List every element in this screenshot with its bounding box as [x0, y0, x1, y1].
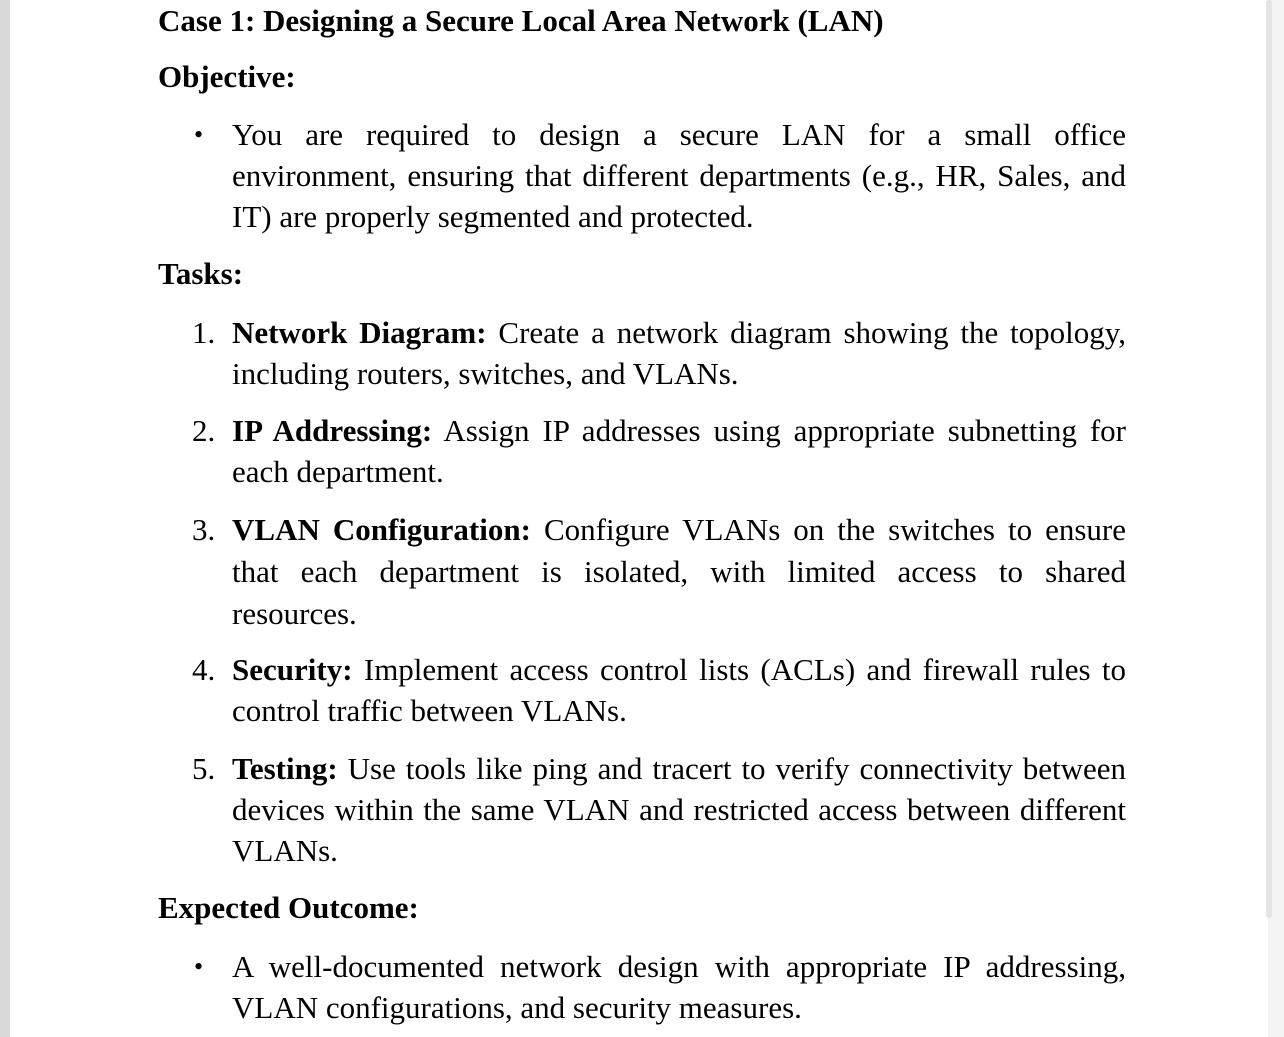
- task-number: 1.: [192, 315, 216, 350]
- task-label: Network Diagram:: [232, 315, 487, 350]
- task-item-vlan-configuration: [192, 509, 1126, 635]
- task-number: 5.: [192, 751, 216, 786]
- case-title: Case 1: Designing a Secure Local Area Network (LAN): [158, 3, 884, 38]
- task-text: Configure VLANs on the switches to ensure that each department is isolated, with limited access to shared resources.: [232, 512, 1126, 631]
- task-number: 2.: [192, 413, 216, 448]
- objective-bullet-text: You are required to design a secure LAN for a small office environment, ensuring that different departments (e.g., HR, Sales, and IT) are properly segmented and protected.: [232, 117, 1126, 234]
- task-item-security: [192, 649, 1126, 731]
- task-label: Testing:: [232, 751, 338, 786]
- expected-outcome-bullet-item: [194, 946, 1126, 1028]
- task-text: Assign IP addresses using appropriate subnetting for each department.: [232, 413, 1126, 489]
- task-item-testing: [192, 748, 1126, 871]
- task-text: Implement access control lists (ACLs) and firewall rules to control traffic between VLANs.: [232, 652, 1126, 728]
- objective-heading: Objective:: [158, 59, 296, 94]
- task-number: 4.: [192, 652, 216, 687]
- expected-outcome-heading: Expected Outcome:: [158, 890, 419, 925]
- task-text: Create a network diagram showing the topology, including routers, switches, and VLANs.: [232, 315, 1127, 391]
- scrollbar-thumb[interactable]: [1266, 0, 1272, 918]
- objective-bullet-item: [194, 114, 1126, 237]
- task-label: Security:: [232, 652, 353, 687]
- task-label: IP Addressing:: [232, 413, 433, 448]
- task-item-network-diagram: [192, 312, 1127, 394]
- bullet-icon: •: [194, 120, 204, 149]
- task-label: VLAN Configuration:: [232, 512, 531, 547]
- expected-outcome-bullet-text: A well-documented network design with appropriate IP addressing, VLAN configurations, and security measures.: [232, 949, 1126, 1025]
- tasks-heading: Tasks:: [158, 256, 244, 291]
- task-number: 3.: [192, 512, 216, 547]
- task-item-ip-addressing: [192, 410, 1126, 492]
- bullet-icon: •: [194, 952, 204, 981]
- task-text: Use tools like ping and tracert to verify connectivity between devices within the same VLAN and restricted access between different VLANs.: [232, 751, 1126, 868]
